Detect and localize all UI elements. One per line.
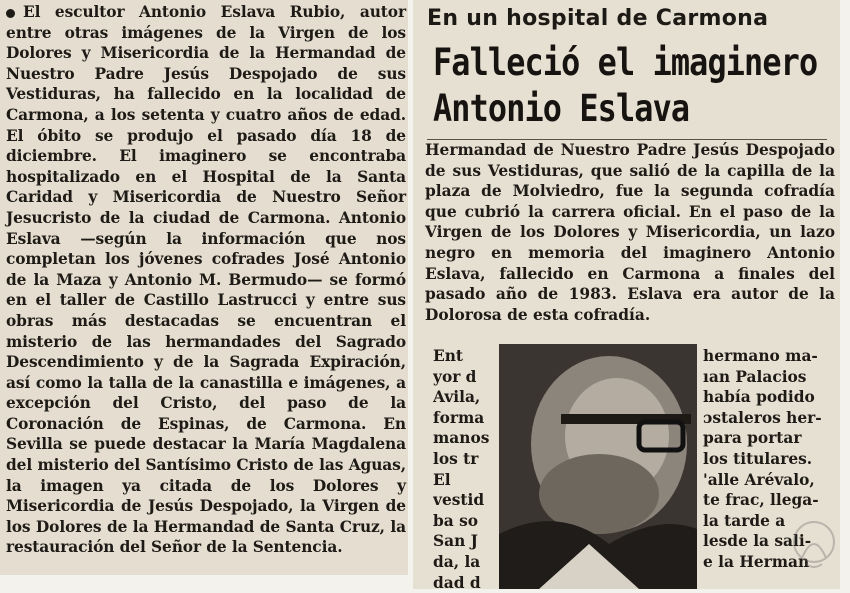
photo-left-line: Avila, xyxy=(433,388,481,407)
photo-right-line: hermano ma- xyxy=(703,347,818,365)
photo-left-line: ba so xyxy=(433,511,479,530)
photo-left-line: vestid xyxy=(433,491,485,510)
left-article-column xyxy=(0,0,408,575)
photo-left-line: manos xyxy=(433,429,490,448)
left-article-text xyxy=(6,2,406,558)
photo-right-line: para portar xyxy=(703,429,802,448)
photo-right-line: ɔstaleros her- xyxy=(703,408,822,427)
kicker: En un hospital de Carmona xyxy=(427,6,769,31)
watermark-logo-icon xyxy=(792,520,836,572)
photo-left-line: yor d xyxy=(433,367,477,386)
photo-left-line: El xyxy=(433,470,451,489)
portrait-image xyxy=(499,344,697,589)
photo-right-line: 'alle Arévalo, xyxy=(703,470,815,489)
photo-left-line: los tr xyxy=(433,449,479,468)
right-article-column xyxy=(413,0,840,592)
headline-line-1: Falleció el imaginero xyxy=(433,41,818,84)
headline-line-2: Antonio Eslava xyxy=(433,87,690,130)
bullet-dot-icon xyxy=(6,9,15,18)
photo-right-line: e la Herman xyxy=(703,552,810,571)
photo-right-line: la tarde a xyxy=(703,511,786,530)
photo-right-line: te frac, llega- xyxy=(703,491,819,510)
right-paragraph: Hermandad de Nuestro Padre Jesús Despojado de sus Vestiduras, que salió de la capilla de la plaza de Molviedro, fue la segunda cofradía que cubrió la carrera oficial. En el paso de la Virgen de los Dolores y Misericordia, un lazo negro en memoria del imaginero Antonio Eslava, fallecido en Carmona a finales del pasado año de 1983. Eslava era autor de la Dolorosa de esta cofradía. xyxy=(425,141,835,324)
photo-right-line: había podido xyxy=(703,388,815,407)
photo-right-line: los titulares. xyxy=(703,449,813,468)
portrait-photo xyxy=(499,344,697,589)
right-article-text xyxy=(425,140,835,325)
photo-left-line: Ent xyxy=(433,347,464,365)
photo-left-line: da, la xyxy=(433,552,481,571)
photo-left-text xyxy=(433,346,495,593)
headline xyxy=(433,40,817,132)
photo-left-line: San J xyxy=(433,532,478,551)
photo-right-line: ıan Palacios xyxy=(703,367,807,386)
photo-left-line: forma xyxy=(433,408,485,427)
left-paragraph: El escultor Antonio Eslava Rubio, autor entre otras imágenes de la Virgen de los Dolores y Misericordia de la Hermandad de Nuestro Padre Jesús Despojado de sus Vestiduras, ha fallecido en la localidad de Carmona, a los setenta y cuatro años de edad. El óbito se produjo el pasado día 18 de diciembre. El imaginero se encontraba hospitalizado en el Hospital de la Santa Caridad y Misericordia de Nuestro Señor Jesucristo de la ciudad de Carmona. Antonio Eslava —según la información que nos completan los jóvenes cofrades José Antonio de la Maza y Antonio M. Bermudo— se formó en el taller de Castillo Lastrucci y entre sus obras más destacadas se encuentran el misterio de las hermandades del Sagrado Descendimiento y de la Sagrada Expiración, así como la talla de la canastilla e imágenes, a excepción del Cristo, del paso de la Coronación de Espinas, de Carmona. En Sevilla se puede destacar la María Magdalena del misterio del Santísimo Cristo de las Aguas, la imagen ya citada de los Dolores y Misericordia de Jesús Despojado, la Virgen de los Dolores de la Hermandad de Santa Cruz, la restauración del Señor de la Sentencia. xyxy=(6,3,406,557)
photo-left-line: dad d xyxy=(433,573,481,592)
photo-right-line: lesde la sali- xyxy=(703,532,812,551)
